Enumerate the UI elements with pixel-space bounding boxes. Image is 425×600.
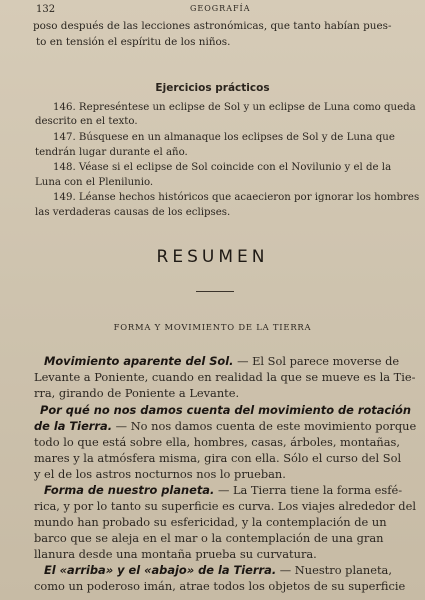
- summary-line: como un poderoso imán, atrae todos los objetos de su superficie: [34, 579, 406, 593]
- summary-line: [34, 418, 419, 434]
- exercise-line: 149. Léanse hechos históricos que acaecieron por ignorar los hombres: [53, 192, 420, 203]
- summary-line: y el de los astros nocturnos nos lo prueban.: [34, 467, 286, 481]
- summary-line: Levante a Poniente, cuando en realidad la que se mueve es la Tie-: [34, 370, 416, 384]
- summary-line: [44, 353, 425, 369]
- summary-line: todo lo que está sobre ella, hombres, casas, árboles, montañas,: [34, 435, 401, 449]
- summary-line: mares y la atmósfera misma, gira con ella. Sólo el curso del Sol: [34, 451, 402, 465]
- paragraph-heading: Forma de nuestro planeta.: [44, 483, 215, 497]
- running-head: GEOGRAFÍA: [190, 4, 251, 13]
- summary-line: [44, 482, 425, 498]
- exercise-line: Luna con el Plenilunio.: [35, 177, 154, 188]
- summary-line: rica, y por lo tanto su superficie es curva. Los viajes alrededor del: [34, 499, 416, 513]
- summary-line: [40, 402, 425, 418]
- paragraph-heading: Por qué no nos damos cuenta del movimiento de rotación: [40, 403, 411, 417]
- resumen-title: RESUMEN: [156, 247, 269, 267]
- summary-line: mundo han probado su esfericidad, y la contemplación de un: [34, 515, 387, 529]
- summary-line: [44, 562, 425, 578]
- section-title: FORMA Y MOVIMIENTO DE LA TIERRA: [113, 322, 312, 332]
- exercises-title: Ejercicios prácticos: [155, 82, 270, 94]
- exercise-line: 146. Represéntese un eclipse de Sol y un eclipse de Luna como queda: [53, 102, 416, 113]
- page-header: [0, 4, 425, 18]
- exercise-line: descrito en el texto.: [35, 116, 138, 127]
- paragraph-text: — No nos damos cuenta de este movimiento porque: [112, 419, 417, 433]
- paragraph-text: — Nuestro planeta,: [276, 563, 392, 577]
- summary-line: barco que se aleja en el mar o la contemplación de una gran: [34, 531, 384, 545]
- page-number: 132: [36, 4, 56, 15]
- exercise-line: 147. Búsquese en un almanaque los eclipses de Sol y de Luna que: [53, 132, 395, 143]
- divider-rule: [196, 291, 234, 292]
- exercise-line: las verdaderas causas de los eclipses.: [35, 207, 231, 218]
- exercise-line: tendrán lugar durante el año.: [35, 147, 188, 158]
- summary-line: llanura desde una montaña prueba su curvatura.: [34, 547, 317, 561]
- paragraph-text: — El Sol parece moverse de: [233, 354, 400, 368]
- paragraph-heading: de la Tierra.: [34, 419, 113, 433]
- intro-line: to en tensión el espíritu de los niños.: [36, 36, 231, 48]
- paragraph-text: — La Tierra tiene la forma esfé-: [214, 483, 403, 497]
- intro-line: poso después de las lecciones astronómicas, que tanto habían pues-: [33, 20, 392, 32]
- summary-line: rra, girando de Poniente a Levante.: [34, 386, 240, 400]
- paragraph-heading: Movimiento aparente del Sol.: [44, 354, 234, 368]
- exercise-line: 148. Véase si el eclipse de Sol coincide con el Novilunio y el de la: [53, 162, 392, 173]
- paragraph-heading: El «arriba» y el «abajo» de la Tierra.: [44, 563, 277, 577]
